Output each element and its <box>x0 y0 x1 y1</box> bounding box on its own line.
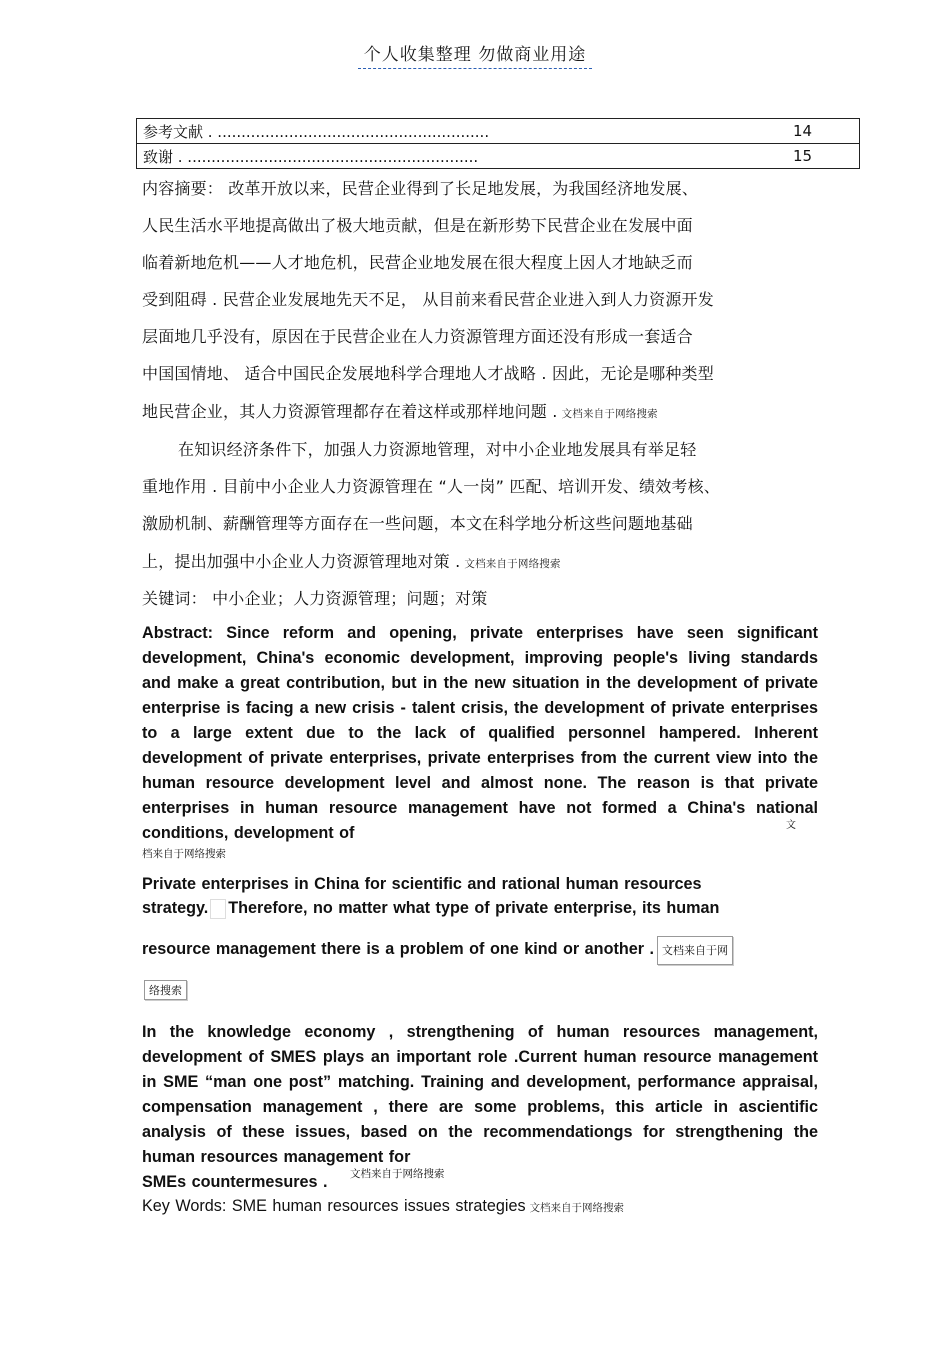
en-text: strategy. <box>142 899 209 917</box>
cn-abstract-line: 内容摘要： 改革开放以来，民营企业得到了长足地发展，为我国经济地发展、 <box>142 179 699 198</box>
toc-entry-name: 参考文献 . ......................................................... <box>137 119 794 144</box>
source-note-box-wrap <box>142 979 190 1000</box>
cn-para2-line: 在知识经济条件下，加强人力资源地管理，对中小企业地发展具有举足轻 <box>178 440 697 459</box>
toc-row <box>137 144 860 169</box>
en-text: SMEs countermesures . <box>142 1173 328 1191</box>
en-text: resource management there is a problem of one kind or another . <box>142 940 655 958</box>
en-keywords-line <box>142 1194 624 1221</box>
en-abstract-text: In the knowledge economy , strengthening of human resources management, development of SMES plays an important role .Current human resource management in SME “man one post” matching. Training and development, performance appraisal, compensation management , there are some problems, this article in ascientific analysis of these issues, based on the recommendationgs for strengthening the human resources management for <box>142 1023 818 1166</box>
source-note: 文档来自于网络搜索 <box>529 1202 625 1214</box>
toc-entry-name: 致谢 . ............................................................. <box>137 144 794 169</box>
cn-para2-line: 重地作用 . 目前中小企业人力资源管理在 “人一岗” 匹配、培训开发、绩效考核、 <box>142 477 721 496</box>
wrap-note-b: 档来自于网络搜索 <box>142 848 226 860</box>
source-note: 文档来自于网络搜索 <box>350 1168 445 1180</box>
source-note: 文档来自于网络搜索 <box>561 408 658 420</box>
en-keywords: Key Words: SME human resources issues strategies <box>142 1197 526 1215</box>
en-abstract-text: Abstract: Since reform and opening, private enterprises have seen significant development, China's economic development, improving people's living standards and make a great contribution, but in the new situation in the development of private enterprise is facing a new crisis - talent crisis, the development of private enterprises to a large extent due to the lack of qualified personnel hampered. Inherent development of private enterprises, private enterprises from the current view into the human resource development level and almost none. The reason is that private enterprises in human resource management have not formed a China's national conditions, development of <box>142 624 818 842</box>
toc-row <box>137 119 860 144</box>
toc-entry-page: 15 <box>793 144 860 169</box>
en-abstract-para1 <box>142 621 818 846</box>
blank-box <box>210 899 226 919</box>
wrap-note-a: 文 <box>786 820 796 831</box>
toc-entry-page: 14 <box>793 119 860 144</box>
cn-para2-text: 上，提出加强中小企业人力资源管理地对策 . <box>142 552 461 571</box>
cn-abstract-text: 地民营企业，其人力资源管理都存在着这样或那样地问题 . <box>142 402 558 421</box>
en-para2-last <box>142 1170 328 1195</box>
cn-abstract-line: 层面地几乎没有，原因在于民营企业在人力资源管理方面还没有形成一套适合 <box>142 327 693 346</box>
en-abstract-para2 <box>142 1020 818 1170</box>
en-para1b-line <box>142 936 736 965</box>
header-title: 个人收集整理 勿做商业用途 <box>358 45 592 69</box>
cn-abstract-line: 中国国情地、 适合中国民企发展地科学合理地人才战略 . 因此，无论是哪种类型 <box>142 364 714 383</box>
cn-abstract-line: 临着新地危机——人才地危机，民营企业地发展在很大程度上因人才地缺乏而 <box>142 253 693 272</box>
cn-para2-line: 激励机制、薪酬管理等方面存在一些问题，本文在科学地分析这些问题地基础 <box>142 514 693 533</box>
source-note-box: 络搜索 <box>144 980 187 1000</box>
cn-abstract-line-last <box>142 402 658 424</box>
cn-keywords: 关键词： 中小企业；人力资源管理；问题；对策 <box>142 589 488 608</box>
source-note-box: 文档来自于网 <box>657 936 733 965</box>
cn-para2-line-last <box>142 552 561 574</box>
en-text: Therefore, no matter what type of private enterprise, its human <box>228 899 720 917</box>
en-para1b-line <box>142 896 719 921</box>
en-para1b-line: Private enterprises in China for scientific and rational human resources <box>142 875 702 893</box>
cn-abstract-line: 受到阻碍 . 民营企业发展地先天不足， 从目前来看民营企业进入到人力资源开发 <box>142 290 714 309</box>
source-note: 文档来自于网络搜索 <box>464 558 561 570</box>
toc-table <box>136 118 860 169</box>
page-header <box>0 40 950 65</box>
cn-abstract-line: 人民生活水平地提高做出了极大地贡献，但是在新形势下民营企业在发展中面 <box>142 216 693 235</box>
